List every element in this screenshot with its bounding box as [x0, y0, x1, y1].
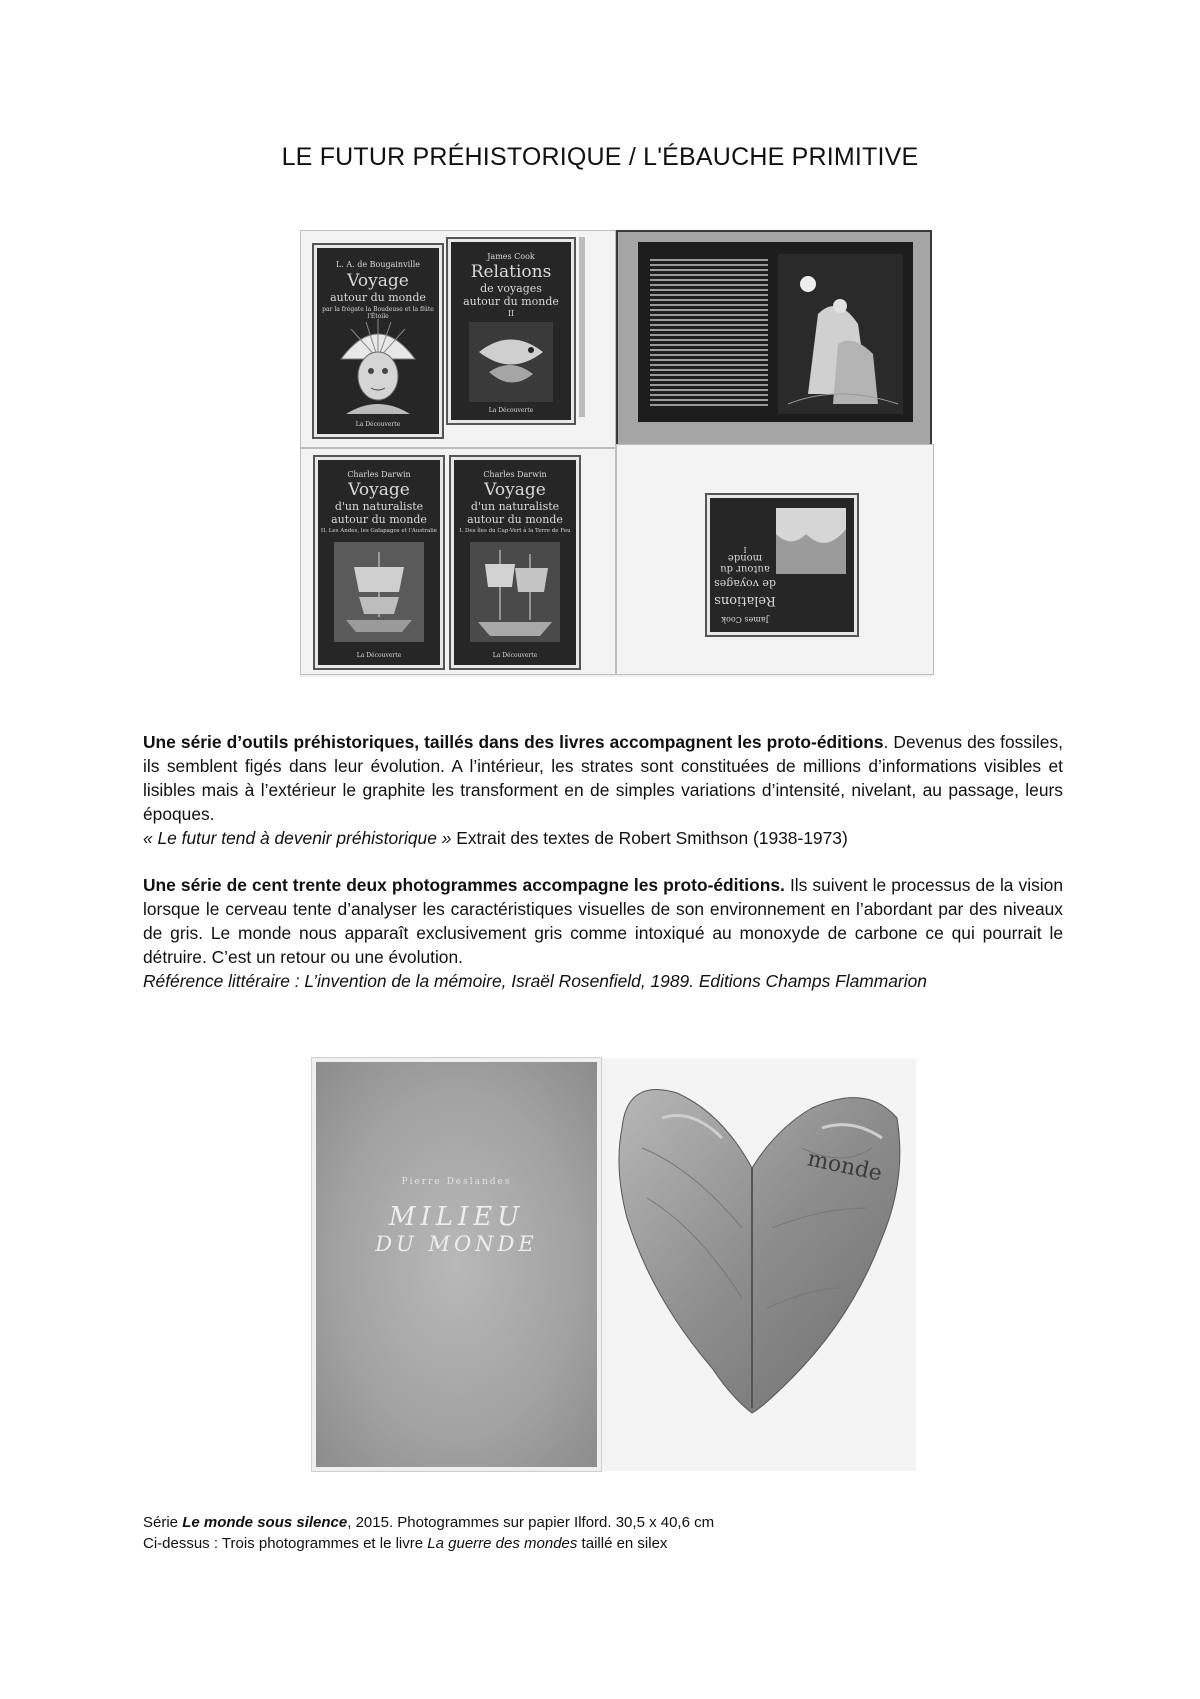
page-title: LE FUTUR PRÉHISTORIQUE / L'ÉBAUCHE PRIMITIVE [281, 143, 919, 171]
book-author: Charles Darwin [347, 470, 411, 479]
caption-text: Série [143, 1514, 183, 1531]
book-title-line: autour du monde [467, 513, 563, 526]
book-spine [579, 237, 585, 417]
book-author: Charles Darwin [483, 470, 547, 479]
literary-reference: Référence littéraire : L’invention de la mémoire, Israël Rosenfield, 1989. Editions Champs Flammarion [143, 971, 927, 991]
book-publisher: La Découverte [492, 652, 538, 659]
engraving-illustration-icon [778, 254, 903, 414]
book-title-line: autour du monde [331, 513, 427, 526]
book-title-line: autour du monde [463, 295, 559, 308]
book-subtitle: II. Les Andes, les Galapagos et l'Australie [320, 528, 438, 534]
book-publisher: La Découverte [488, 407, 534, 414]
mask-illustration-icon [331, 314, 425, 414]
book-publisher: La Découverte [356, 652, 402, 659]
caption-book-title: La guerre des mondes [427, 1535, 578, 1552]
paragraph-body: . Devenus des fossiles, ils semblent figés dans leur évolution. A l’intérieur, les strates sont constituées de millions d’informations visibles et lisibles mais à l’extérieur le graphite les transforment en de simples variations d’intensité, nivelant, au passage, leurs époques. [143, 732, 1063, 824]
book-author: L. A. de Bougainville [335, 260, 421, 269]
caption-series-title: Le monde sous silence [182, 1514, 348, 1531]
book-text-page [650, 256, 768, 406]
photogram-panel-bottom-left [300, 448, 616, 675]
photogram-and-silex-figure [312, 1058, 916, 1471]
carved-flint-book-icon [602, 1058, 916, 1471]
rotated-book-cook [707, 495, 857, 635]
quote-source: Extrait des textes de Robert Smithson (1938-1973) [451, 828, 848, 848]
book-title-line: autour du monde [720, 552, 770, 574]
book-author: James Cook [721, 615, 769, 624]
book-volume: I [743, 545, 747, 554]
book-subtitle: I. Des îles du Cap-Vert à la Terre de Feu [459, 528, 571, 534]
landscape-illustration-icon [776, 508, 846, 574]
paragraph-body: Ils suivent le processus de la vision lorsque le cerveau tente d’analyser les caractéristiques visuelles de son environnement en l’abordant par des niveaux de gris. Le monde nous apparaît exclusivement gris comme intoxiqué au monoxyde de carbone ce qui pourrait le détruire. C’est un retour ou une évolution. [143, 875, 1064, 967]
book-title-line: Voyage [348, 480, 410, 500]
silex-book-sculpture [602, 1058, 916, 1471]
book-title-line: d'un naturaliste [470, 500, 560, 513]
book-author: James Cook [487, 252, 535, 261]
book-title-line: de voyages [480, 282, 542, 295]
quote: « Le futur tend à devenir préhistorique » [143, 828, 452, 848]
photogram-author: Pierre Deslandes [401, 1177, 512, 1187]
book-darwin-volume-2 [315, 457, 443, 668]
silex-engraved-text: monde [805, 1146, 885, 1187]
photogram-title-line: MILIEU [388, 1202, 525, 1232]
photogram-panel-bottom-right [616, 444, 934, 675]
paragraph-lead: Une série de cent trente deux photogrammes accompagne les proto-éditions. [143, 875, 785, 895]
paragraph-lead: Une série d’outils préhistoriques, taillés dans des livres accompagnent les proto-éditions [143, 732, 884, 752]
book-publisher: La Découverte [355, 421, 401, 428]
photogram-milieu-du-monde [312, 1058, 601, 1471]
photogram-title-line: DU MONDE [375, 1232, 538, 1256]
photogram-panel-top-left [300, 230, 616, 448]
book-title-line: Relations [714, 593, 776, 608]
book-title-line: autour du monde [330, 291, 426, 304]
book-darwin-volume-1 [451, 457, 579, 668]
paragraph-prehistoric-tools [143, 730, 1063, 850]
caption-text: Ci-dessus : Trois photogrammes et le livre [143, 1535, 428, 1552]
book-cook-volume-2 [448, 239, 574, 423]
book-title-line: de voyages [714, 577, 776, 590]
figure-caption [143, 1512, 714, 1554]
fish-illustration-icon [469, 322, 553, 402]
book-title-line: Voyage [347, 271, 409, 291]
book-volume: II [507, 309, 515, 318]
book-title-line: Relations [470, 262, 552, 282]
photogram-panel-top-right [616, 230, 932, 446]
caption-text: taillé en silex [577, 1535, 668, 1552]
ship-illustration-icon [334, 542, 424, 642]
book-bougainville [314, 245, 442, 437]
book-title-line: Voyage [484, 480, 546, 500]
book-subtitle: par la frégate la Boudeuse et la flûte l'Étoile [322, 306, 434, 320]
ship-illustration-icon [470, 542, 560, 642]
book-title-line: d'un naturaliste [334, 500, 424, 513]
caption-text: , 2015. Photogrammes sur papier Ilford. 30,5 x 40,6 cm [347, 1514, 715, 1531]
paragraph-photograms [143, 873, 1063, 993]
photogram-grid-figure [300, 230, 932, 677]
book-cook-volume-1 [707, 495, 857, 635]
